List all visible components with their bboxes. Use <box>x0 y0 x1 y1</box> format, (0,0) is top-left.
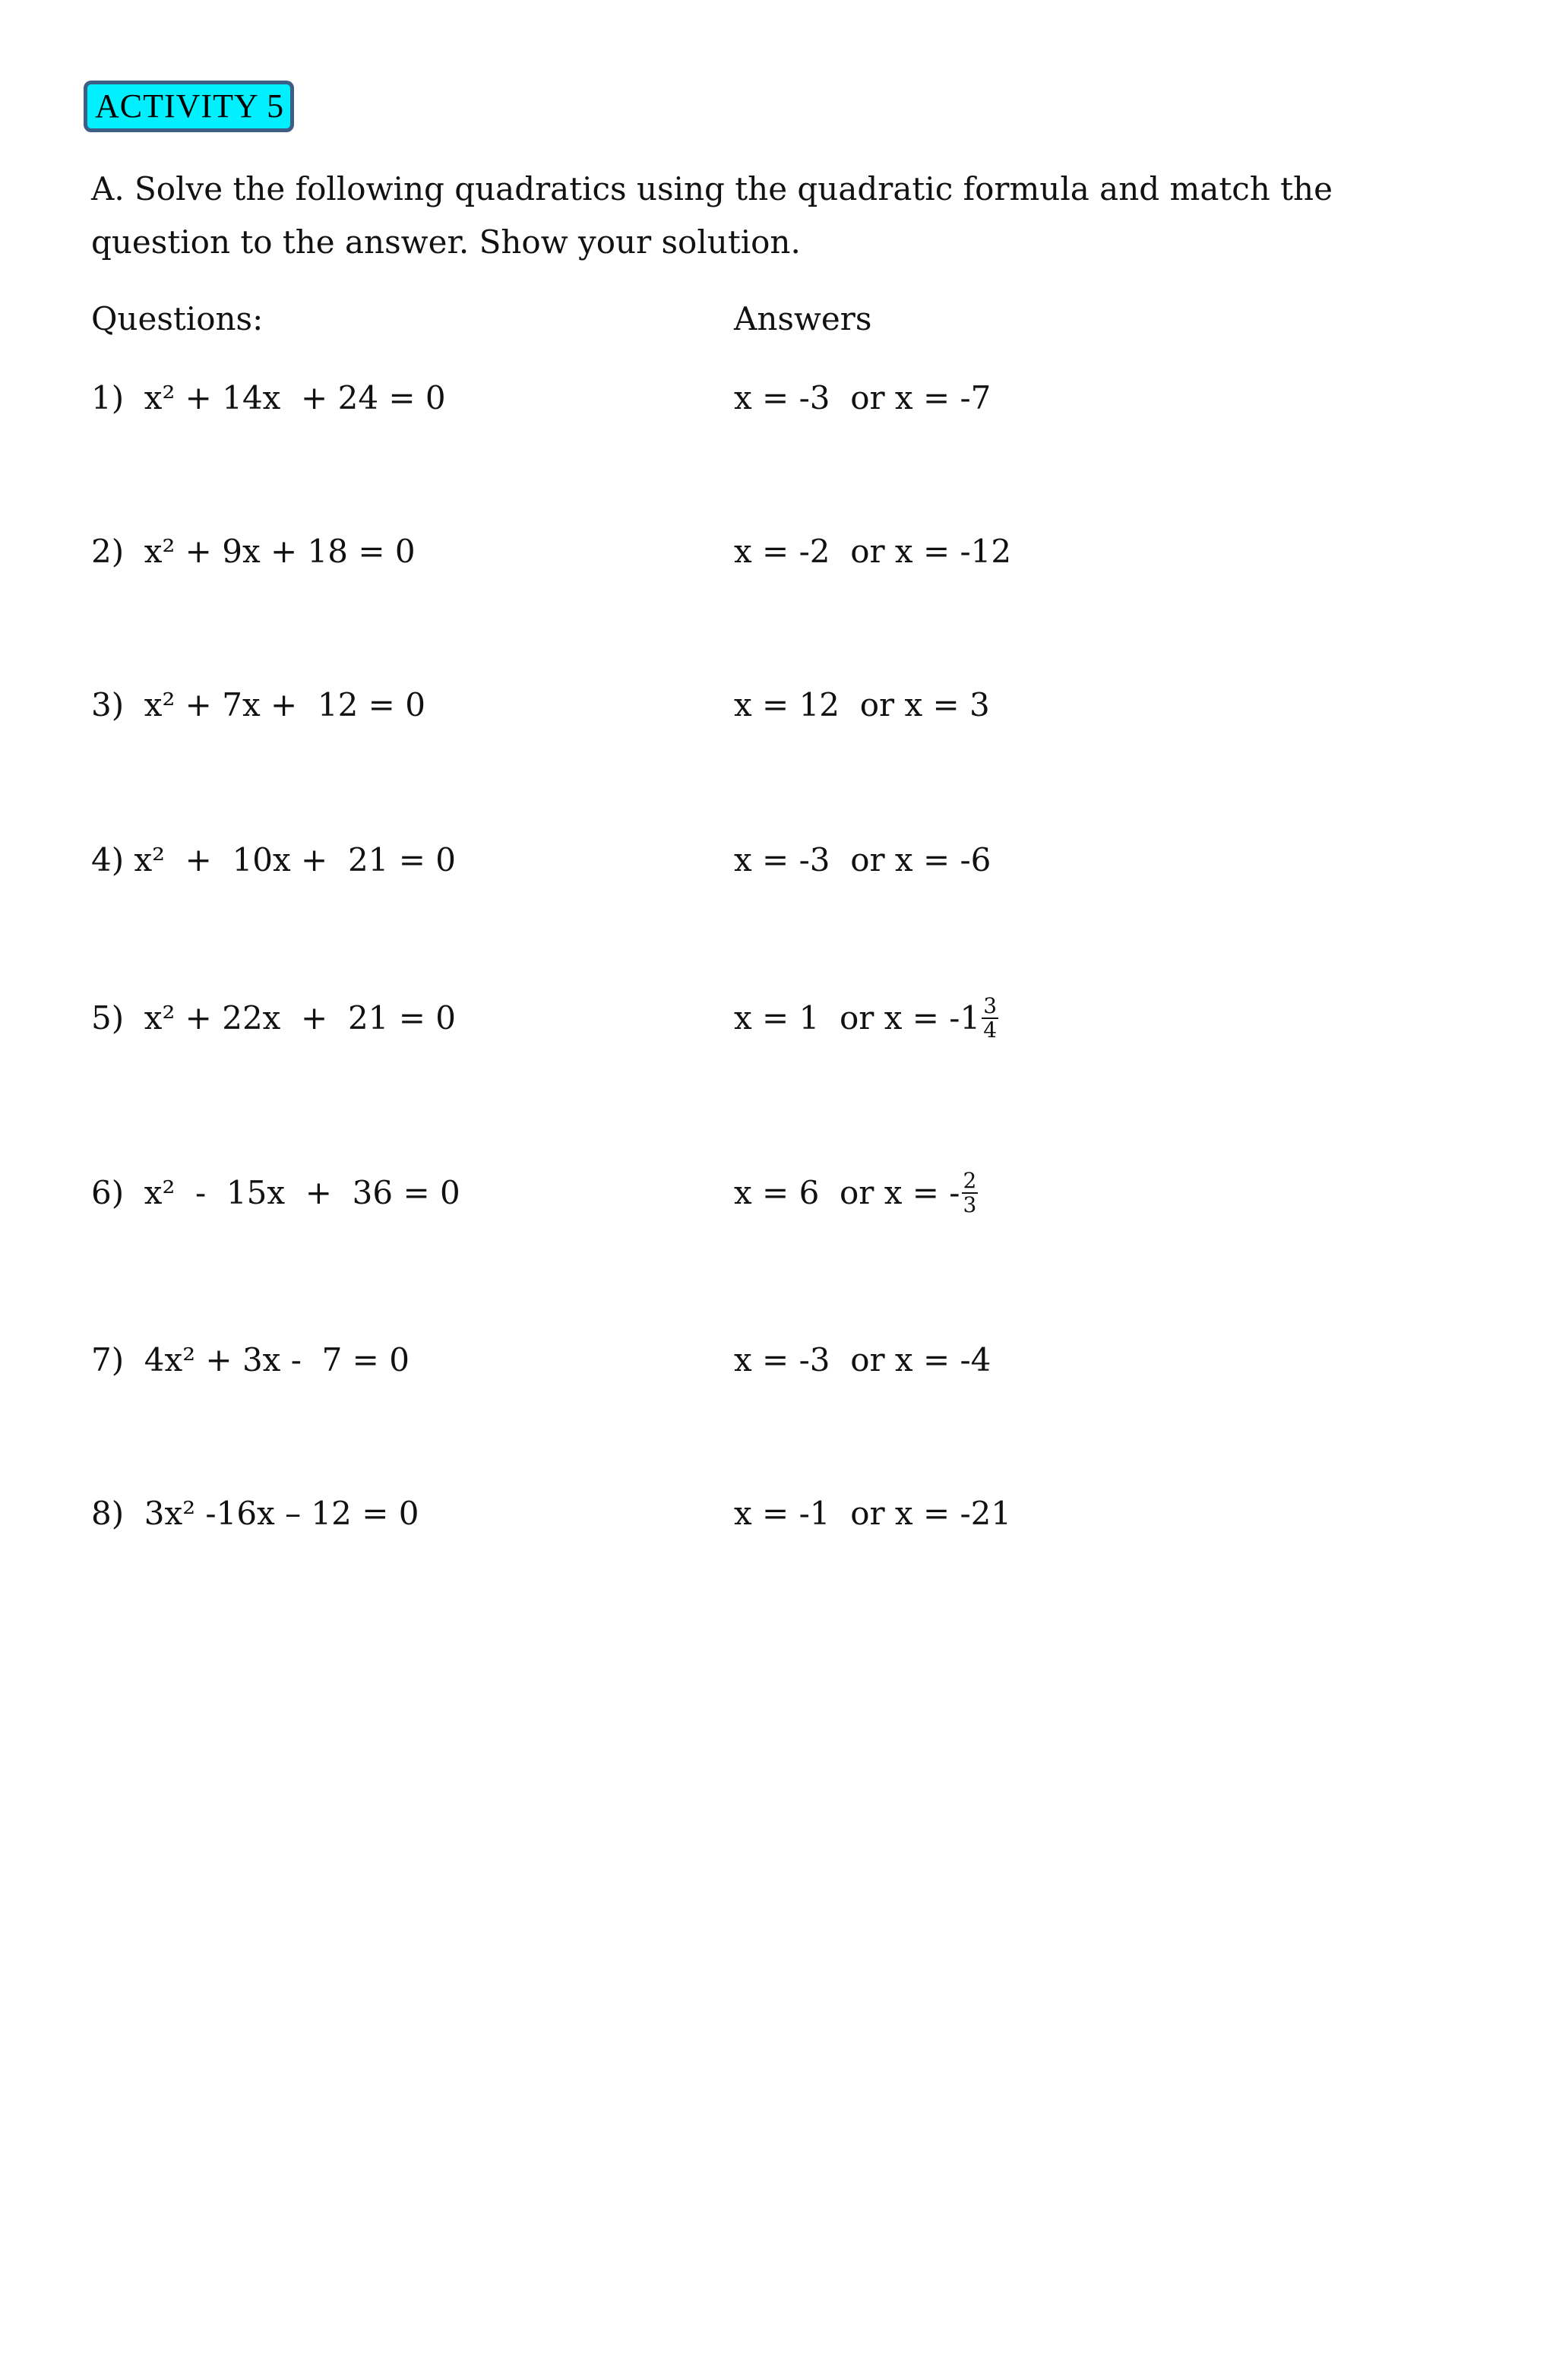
answer-value: x = 12 or x = 3 <box>734 686 990 723</box>
answer-text <box>734 830 991 891</box>
question-row-1 <box>0 368 1556 429</box>
question-text: 1) x² + 14x + 24 = 0 <box>91 379 446 416</box>
question-text: 3) x² + 7x + 12 = 0 <box>91 686 425 723</box>
question-text: 7) 4x² + 3x - 7 = 0 <box>91 1341 410 1378</box>
fraction-numerator: 2 <box>963 1168 977 1193</box>
answer-value: x = -2 or x = -12 <box>734 533 1012 570</box>
question-row-2 <box>0 521 1556 582</box>
question-text: 6) x² - 15x + 36 = 0 <box>91 1174 460 1211</box>
instructions-text: A. Solve the following quadratics using the quadratic formula and match the question to the answer. Show your solution. <box>91 170 1333 261</box>
fraction-numerator: 3 <box>983 993 998 1018</box>
questions-header: Questions: <box>91 300 264 337</box>
question-text: 4) x² + 10x + 21 = 0 <box>91 841 457 878</box>
answer-value: x = -3 or x = -6 <box>734 841 991 878</box>
activity-title-badge <box>84 81 294 132</box>
question-row-8 <box>0 1483 1556 1544</box>
fraction-denominator: 3 <box>963 1192 977 1217</box>
answer-text <box>734 988 998 1049</box>
answer-text <box>734 521 1011 582</box>
question-text: 2) x² + 9x + 18 = 0 <box>91 533 416 570</box>
answer-value: x = -3 or x = -4 <box>734 1341 991 1378</box>
answers-header: Answers <box>734 300 872 337</box>
answer-value: x = -3 or x = -7 <box>734 379 991 416</box>
question-text: 8) 3x² -16x – 12 = 0 <box>91 1495 419 1532</box>
fraction-denominator: 4 <box>983 1018 998 1043</box>
answer-text <box>734 1330 991 1391</box>
answer-value: x = 1 or x = -1 <box>734 999 981 1037</box>
question-text: 5) x² + 22x + 21 = 0 <box>91 999 457 1037</box>
answer-text <box>734 1163 978 1223</box>
question-row-3 <box>0 675 1556 736</box>
answer-text <box>734 675 990 736</box>
answer-value: x = 6 or x = - <box>734 1174 960 1211</box>
question-row-5 <box>0 988 1556 1049</box>
answer-value: x = -1 or x = -21 <box>734 1495 1012 1532</box>
activity-title: ACTIVITY 5 <box>95 87 285 125</box>
question-row-7 <box>0 1330 1556 1391</box>
answer-text <box>734 1483 1011 1544</box>
answer-fraction <box>982 995 998 1042</box>
question-row-4 <box>0 830 1556 891</box>
answer-text <box>734 368 991 429</box>
answer-fraction <box>962 1169 979 1217</box>
question-row-6 <box>0 1163 1556 1223</box>
